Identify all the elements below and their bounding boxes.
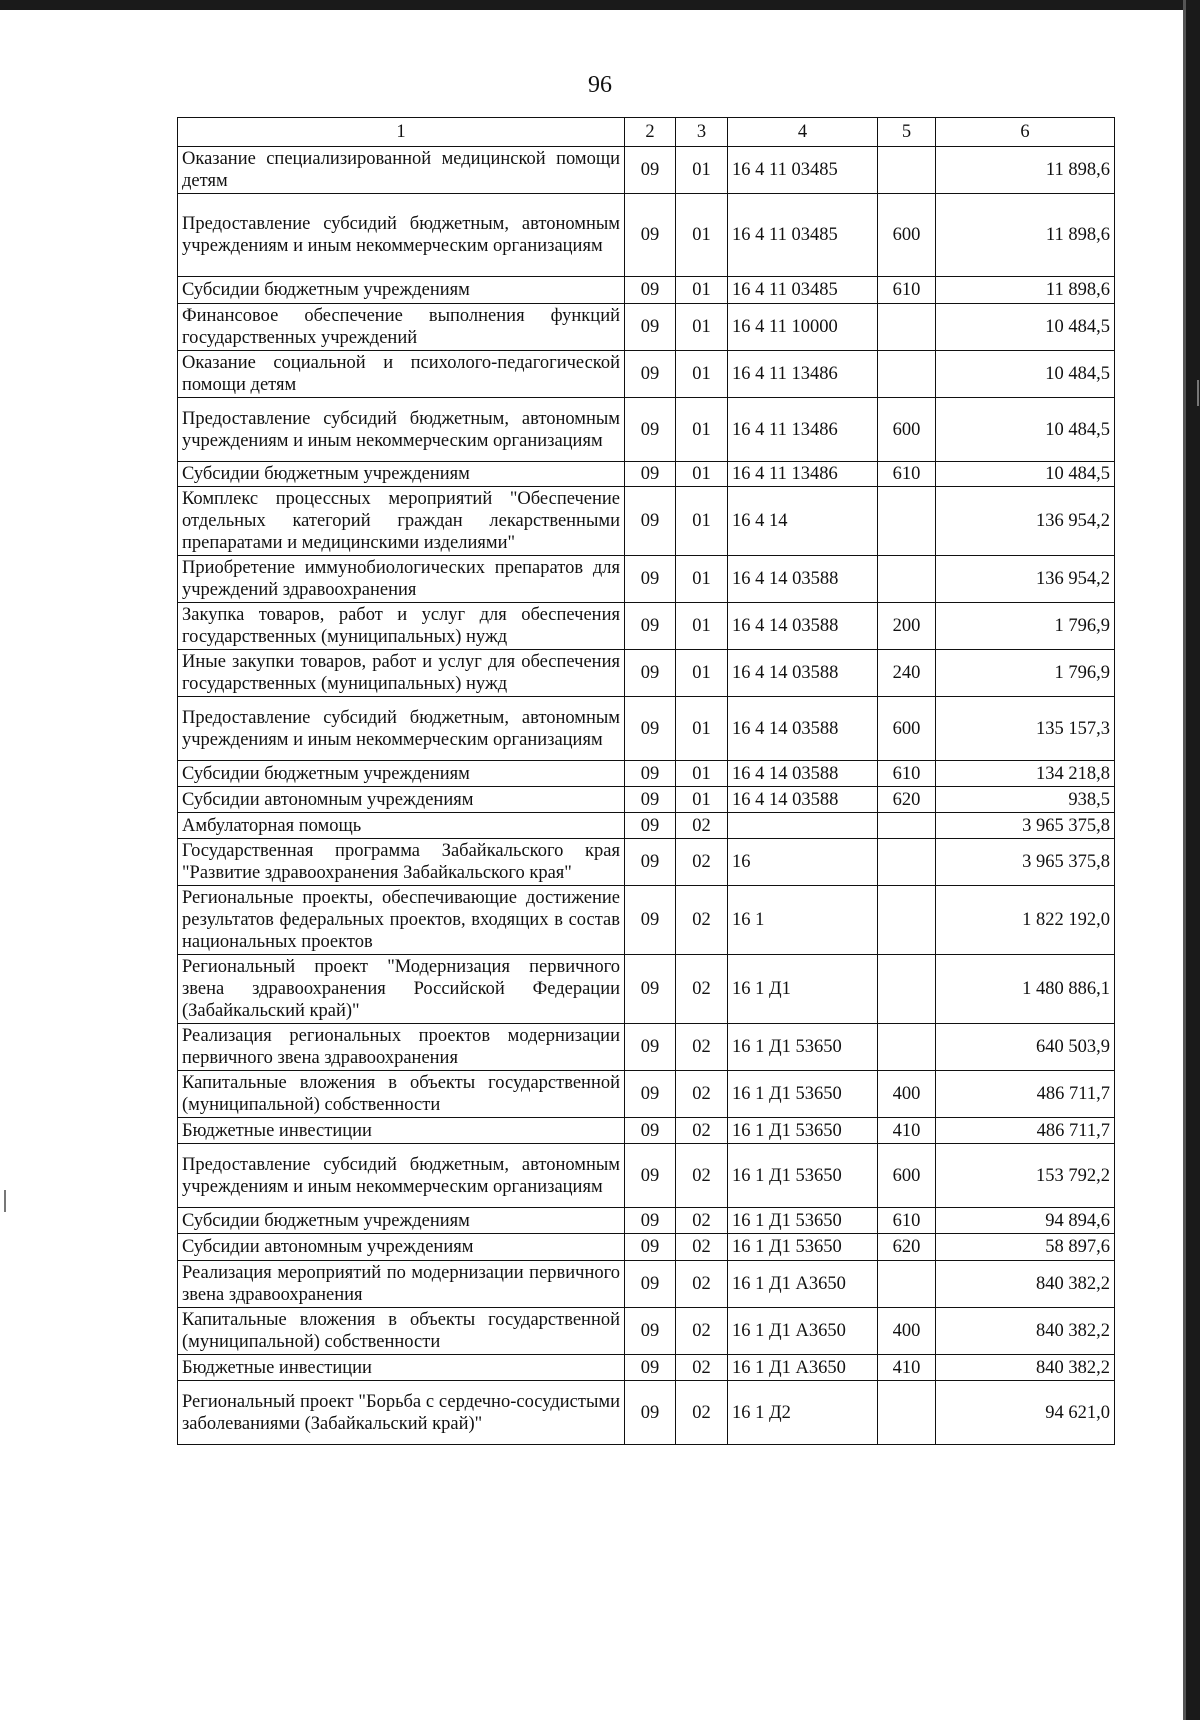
row-name-cell: Закупка товаров, работ и услуг для обеспечения государственных (муниципальных) нужд	[178, 603, 625, 650]
row-amount-cell: 938,5	[936, 787, 1115, 813]
scan-mark	[1197, 380, 1199, 406]
row-section-cell: 09	[625, 813, 676, 839]
table-row	[178, 1234, 1115, 1261]
header-cell-subsection: 3	[676, 118, 728, 147]
row-subsection-cell: 01	[676, 603, 728, 650]
row-subsection-cell: 01	[676, 487, 728, 556]
row-code-cell: 16 1 Д1 53650	[728, 1234, 878, 1261]
row-code-cell	[728, 813, 878, 839]
table-row	[178, 603, 1115, 650]
row-type-cell	[878, 955, 936, 1024]
row-amount-cell: 94 894,6	[936, 1208, 1115, 1234]
row-type-cell	[878, 351, 936, 398]
row-subsection-cell: 01	[676, 761, 728, 787]
row-code-cell: 16 4 14	[728, 487, 878, 556]
header-cell-code: 4	[728, 118, 878, 147]
row-subsection-cell: 02	[676, 886, 728, 955]
row-section-cell: 09	[625, 1308, 676, 1355]
row-name-cell: Капитальные вложения в объекты государственной (муниципальной) собственности	[178, 1071, 625, 1118]
table-row	[178, 955, 1115, 1024]
row-section-cell: 09	[625, 1208, 676, 1234]
row-section-cell: 09	[625, 147, 676, 194]
row-amount-cell: 640 503,9	[936, 1024, 1115, 1071]
row-section-cell: 09	[625, 1144, 676, 1208]
row-section-cell: 09	[625, 761, 676, 787]
row-code-cell: 16 1 Д1 А3650	[728, 1308, 878, 1355]
row-type-cell: 610	[878, 462, 936, 487]
row-section-cell: 09	[625, 886, 676, 955]
row-subsection-cell: 01	[676, 697, 728, 761]
table-row	[178, 839, 1115, 886]
row-amount-cell: 11 898,6	[936, 277, 1115, 304]
row-subsection-cell: 02	[676, 1381, 728, 1445]
row-type-cell: 410	[878, 1118, 936, 1144]
header-cell-name: 1	[178, 118, 625, 147]
row-subsection-cell: 02	[676, 813, 728, 839]
table-row	[178, 304, 1115, 351]
row-code-cell: 16 4 11 10000	[728, 304, 878, 351]
row-subsection-cell: 01	[676, 277, 728, 304]
table-row	[178, 650, 1115, 697]
row-subsection-cell: 02	[676, 1118, 728, 1144]
row-section-cell: 09	[625, 462, 676, 487]
row-amount-cell: 840 382,2	[936, 1355, 1115, 1381]
row-name-cell: Предоставление субсидий бюджетным, автономным учреждениям и иным некоммерческим организациям	[178, 1144, 625, 1208]
row-section-cell: 09	[625, 277, 676, 304]
table-row	[178, 1118, 1115, 1144]
row-section-cell: 09	[625, 556, 676, 603]
row-subsection-cell: 01	[676, 194, 728, 277]
row-subsection-cell: 02	[676, 1308, 728, 1355]
row-type-cell: 600	[878, 697, 936, 761]
row-subsection-cell: 01	[676, 556, 728, 603]
row-type-cell: 600	[878, 194, 936, 277]
table-row	[178, 1308, 1115, 1355]
row-type-cell: 400	[878, 1071, 936, 1118]
row-amount-cell: 135 157,3	[936, 697, 1115, 761]
row-type-cell	[878, 1261, 936, 1308]
row-name-cell: Финансовое обеспечение выполнения функций государственных учреждений	[178, 304, 625, 351]
row-code-cell: 16 4 14 03588	[728, 650, 878, 697]
row-name-cell: Субсидии бюджетным учреждениям	[178, 462, 625, 487]
row-code-cell: 16 4 11 03485	[728, 147, 878, 194]
scan-border-top	[0, 0, 1200, 10]
row-section-cell: 09	[625, 194, 676, 277]
row-subsection-cell: 02	[676, 1261, 728, 1308]
row-section-cell: 09	[625, 1355, 676, 1381]
row-section-cell: 09	[625, 304, 676, 351]
row-section-cell: 09	[625, 1234, 676, 1261]
table-row	[178, 398, 1115, 462]
row-code-cell: 16 4 11 03485	[728, 194, 878, 277]
row-amount-cell: 1 796,9	[936, 650, 1115, 697]
row-type-cell: 610	[878, 277, 936, 304]
row-amount-cell: 11 898,6	[936, 194, 1115, 277]
row-name-cell: Региональный проект "Борьба с сердечно-сосудистыми заболеваниями (Забайкальский край)"	[178, 1381, 625, 1445]
row-name-cell: Приобретение иммунобиологических препаратов для учреждений здравоохранения	[178, 556, 625, 603]
row-type-cell: 610	[878, 1208, 936, 1234]
header-row	[178, 118, 1115, 147]
row-code-cell: 16 1 Д1 А3650	[728, 1261, 878, 1308]
row-code-cell: 16 1 Д1 53650	[728, 1118, 878, 1144]
row-section-cell: 09	[625, 1261, 676, 1308]
row-amount-cell: 1 796,9	[936, 603, 1115, 650]
row-section-cell: 09	[625, 1071, 676, 1118]
row-type-cell: 600	[878, 398, 936, 462]
row-subsection-cell: 02	[676, 839, 728, 886]
row-section-cell: 09	[625, 839, 676, 886]
table-row	[178, 787, 1115, 813]
row-type-cell	[878, 886, 936, 955]
row-type-cell: 200	[878, 603, 936, 650]
table-row	[178, 351, 1115, 398]
table-row	[178, 697, 1115, 761]
row-subsection-cell: 01	[676, 462, 728, 487]
row-amount-cell: 10 484,5	[936, 351, 1115, 398]
row-section-cell: 09	[625, 787, 676, 813]
table-row	[178, 1381, 1115, 1445]
row-type-cell	[878, 1381, 936, 1445]
row-name-cell: Государственная программа Забайкальского края "Развитие здравоохранения Забайкальского края"	[178, 839, 625, 886]
row-code-cell: 16 4 14 03588	[728, 761, 878, 787]
row-type-cell	[878, 147, 936, 194]
row-type-cell: 240	[878, 650, 936, 697]
row-name-cell: Субсидии автономным учреждениям	[178, 1234, 625, 1261]
row-type-cell: 600	[878, 1144, 936, 1208]
row-amount-cell: 94 621,0	[936, 1381, 1115, 1445]
row-amount-cell: 10 484,5	[936, 462, 1115, 487]
table-row	[178, 1261, 1115, 1308]
row-subsection-cell: 02	[676, 1144, 728, 1208]
table-row	[178, 194, 1115, 277]
row-amount-cell: 136 954,2	[936, 487, 1115, 556]
row-name-cell: Иные закупки товаров, работ и услуг для обеспечения государственных (муниципальных) нужд	[178, 650, 625, 697]
row-code-cell: 16 1 Д1 53650	[728, 1024, 878, 1071]
row-subsection-cell: 01	[676, 787, 728, 813]
table-row	[178, 487, 1115, 556]
row-section-cell: 09	[625, 398, 676, 462]
row-name-cell: Реализация региональных проектов модернизации первичного звена здравоохранения	[178, 1024, 625, 1071]
row-name-cell: Предоставление субсидий бюджетным, автономным учреждениям и иным некоммерческим организациям	[178, 697, 625, 761]
table-row	[178, 1355, 1115, 1381]
row-type-cell: 610	[878, 761, 936, 787]
row-section-cell: 09	[625, 650, 676, 697]
row-code-cell: 16 4 11 13486	[728, 398, 878, 462]
row-name-cell: Предоставление субсидий бюджетным, автономным учреждениям и иным некоммерческим организациям	[178, 194, 625, 277]
row-section-cell: 09	[625, 955, 676, 1024]
row-type-cell	[878, 1024, 936, 1071]
row-section-cell: 09	[625, 603, 676, 650]
row-subsection-cell: 02	[676, 955, 728, 1024]
table-row	[178, 556, 1115, 603]
row-amount-cell: 58 897,6	[936, 1234, 1115, 1261]
row-code-cell: 16 4 11 13486	[728, 351, 878, 398]
row-section-cell: 09	[625, 487, 676, 556]
row-code-cell: 16 1 Д2	[728, 1381, 878, 1445]
row-name-cell: Региональный проект "Модернизация первичного звена здравоохранения Российской Федерации (Забайкальский край)"	[178, 955, 625, 1024]
row-name-cell: Предоставление субсидий бюджетным, автономным учреждениям и иным некоммерческим организациям	[178, 398, 625, 462]
budget-table	[177, 117, 1115, 1445]
row-code-cell: 16 1 Д1 53650	[728, 1208, 878, 1234]
table-row	[178, 886, 1115, 955]
row-code-cell: 16 1 Д1	[728, 955, 878, 1024]
row-code-cell: 16 1 Д1 53650	[728, 1144, 878, 1208]
row-type-cell: 400	[878, 1308, 936, 1355]
page-number: 96	[588, 72, 612, 98]
row-name-cell: Субсидии автономным учреждениям	[178, 787, 625, 813]
row-name-cell: Субсидии бюджетным учреждениям	[178, 761, 625, 787]
table-row	[178, 813, 1115, 839]
row-subsection-cell: 01	[676, 147, 728, 194]
row-name-cell: Амбулаторная помощь	[178, 813, 625, 839]
row-type-cell: 620	[878, 1234, 936, 1261]
row-amount-cell: 136 954,2	[936, 556, 1115, 603]
row-amount-cell: 486 711,7	[936, 1071, 1115, 1118]
row-section-cell: 09	[625, 1118, 676, 1144]
row-type-cell: 410	[878, 1355, 936, 1381]
row-amount-cell: 1 822 192,0	[936, 886, 1115, 955]
row-code-cell: 16 1	[728, 886, 878, 955]
row-section-cell: 09	[625, 1024, 676, 1071]
row-name-cell: Бюджетные инвестиции	[178, 1118, 625, 1144]
row-amount-cell: 3 965 375,8	[936, 839, 1115, 886]
scan-mark	[4, 1190, 6, 1212]
row-section-cell: 09	[625, 697, 676, 761]
row-type-cell	[878, 487, 936, 556]
row-amount-cell: 3 965 375,8	[936, 813, 1115, 839]
row-name-cell: Оказание специализированной медицинской помощи детям	[178, 147, 625, 194]
row-amount-cell: 486 711,7	[936, 1118, 1115, 1144]
row-amount-cell: 840 382,2	[936, 1308, 1115, 1355]
row-type-cell	[878, 839, 936, 886]
row-subsection-cell: 02	[676, 1234, 728, 1261]
row-subsection-cell: 02	[676, 1208, 728, 1234]
table-row	[178, 147, 1115, 194]
row-amount-cell: 1 480 886,1	[936, 955, 1115, 1024]
row-type-cell	[878, 813, 936, 839]
row-subsection-cell: 01	[676, 304, 728, 351]
row-amount-cell: 153 792,2	[936, 1144, 1115, 1208]
row-code-cell: 16 4 11 13486	[728, 462, 878, 487]
row-type-cell	[878, 556, 936, 603]
table-row	[178, 1208, 1115, 1234]
row-name-cell: Субсидии бюджетным учреждениям	[178, 277, 625, 304]
table-row	[178, 761, 1115, 787]
header-cell-amount: 6	[936, 118, 1115, 147]
row-code-cell: 16 1 Д1 53650	[728, 1071, 878, 1118]
row-code-cell: 16 4 14 03588	[728, 697, 878, 761]
row-amount-cell: 11 898,6	[936, 147, 1115, 194]
row-amount-cell: 840 382,2	[936, 1261, 1115, 1308]
row-name-cell: Оказание социальной и психолого-педагогической помощи детям	[178, 351, 625, 398]
row-amount-cell: 10 484,5	[936, 304, 1115, 351]
row-type-cell: 620	[878, 787, 936, 813]
row-name-cell: Реализация мероприятий по модернизации первичного звена здравоохранения	[178, 1261, 625, 1308]
row-name-cell: Комплекс процессных мероприятий "Обеспечение отдельных категорий граждан лекарственными препаратами и медицинскими изделиями"	[178, 487, 625, 556]
table-row	[178, 1144, 1115, 1208]
scan-border-right	[1186, 0, 1200, 1720]
table-body	[178, 147, 1115, 1445]
table-row	[178, 1071, 1115, 1118]
row-subsection-cell: 02	[676, 1024, 728, 1071]
row-code-cell: 16 1 Д1 А3650	[728, 1355, 878, 1381]
row-name-cell: Бюджетные инвестиции	[178, 1355, 625, 1381]
row-code-cell: 16 4 14 03588	[728, 556, 878, 603]
row-section-cell: 09	[625, 1381, 676, 1445]
row-code-cell: 16 4 11 03485	[728, 277, 878, 304]
row-subsection-cell: 02	[676, 1355, 728, 1381]
header-cell-type: 5	[878, 118, 936, 147]
table-row	[178, 277, 1115, 304]
row-subsection-cell: 02	[676, 1071, 728, 1118]
row-subsection-cell: 01	[676, 650, 728, 697]
row-type-cell	[878, 304, 936, 351]
row-code-cell: 16	[728, 839, 878, 886]
row-code-cell: 16 4 14 03588	[728, 603, 878, 650]
row-name-cell: Субсидии бюджетным учреждениям	[178, 1208, 625, 1234]
header-cell-section: 2	[625, 118, 676, 147]
row-name-cell: Региональные проекты, обеспечивающие достижение результатов федеральных проектов, входящих в состав национальных проектов	[178, 886, 625, 955]
row-subsection-cell: 01	[676, 351, 728, 398]
row-name-cell: Капитальные вложения в объекты государственной (муниципальной) собственности	[178, 1308, 625, 1355]
row-amount-cell: 10 484,5	[936, 398, 1115, 462]
table-row	[178, 1024, 1115, 1071]
table-header	[178, 118, 1115, 147]
row-amount-cell: 134 218,8	[936, 761, 1115, 787]
row-code-cell: 16 4 14 03588	[728, 787, 878, 813]
table-row	[178, 462, 1115, 487]
row-section-cell: 09	[625, 351, 676, 398]
row-subsection-cell: 01	[676, 398, 728, 462]
